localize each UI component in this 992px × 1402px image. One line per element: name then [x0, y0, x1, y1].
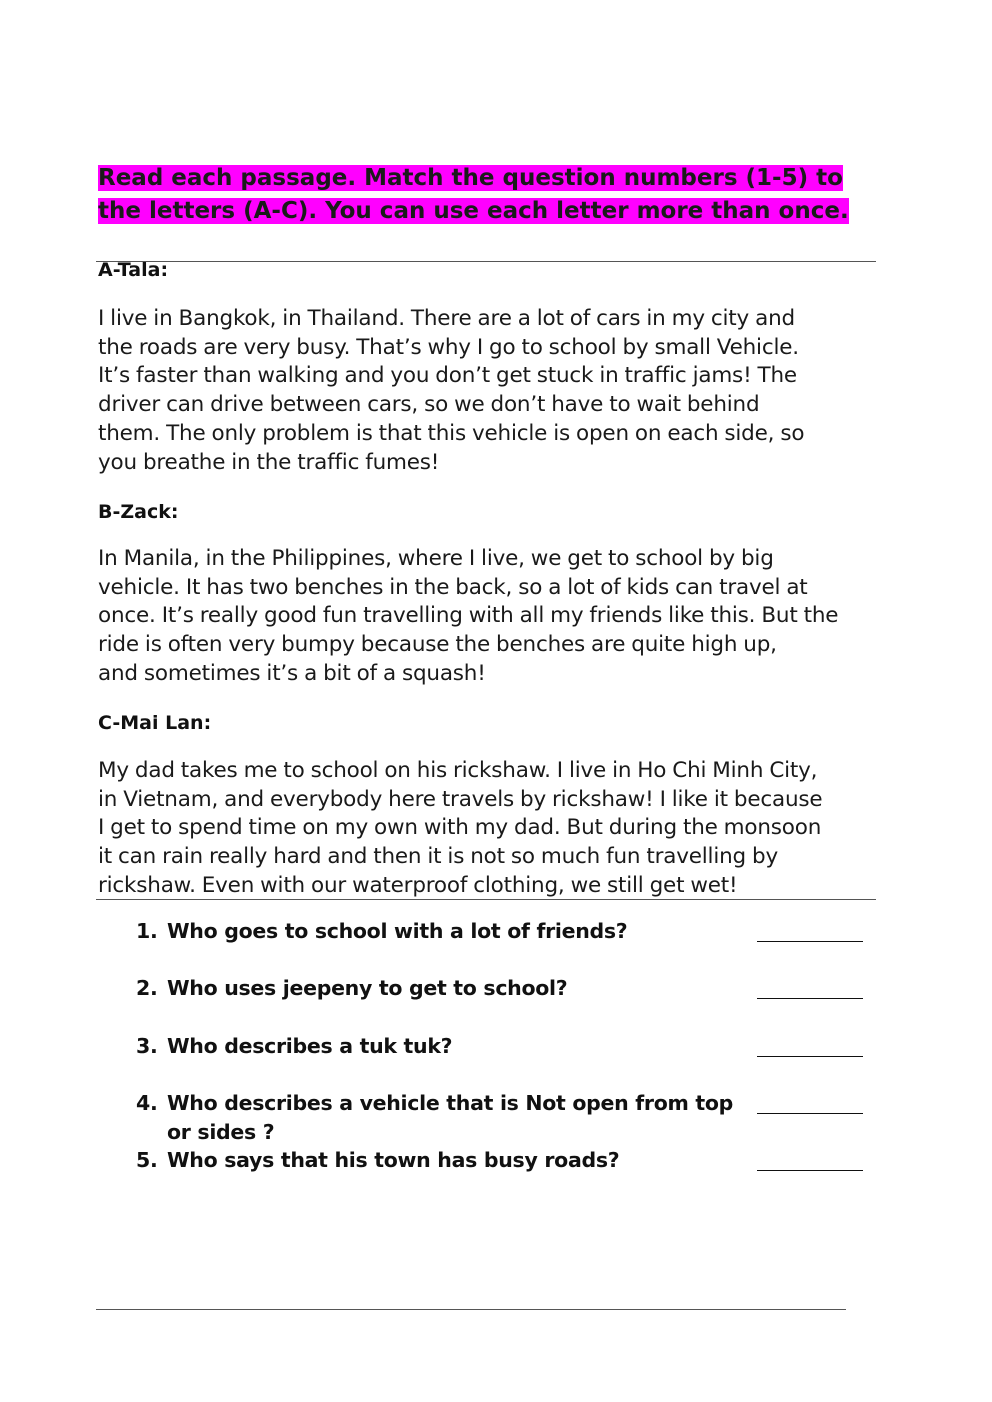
question-number: 5.: [136, 1148, 158, 1172]
answer-blank[interactable]: [757, 941, 863, 942]
question-text: Who says that his town has busy roads?: [167, 1148, 620, 1172]
passage-line: them. The only problem is that this vehicle is open on each side, so: [98, 420, 805, 446]
passage-line: vehicle. It has two benches in the back, so a lot of kids can travel at: [98, 574, 808, 600]
question-text: Who goes to school with a lot of friends?: [167, 919, 628, 943]
passage-line: it can rain really hard and then it is not so much fun travelling by: [98, 844, 778, 870]
question-text: Who describes a tuk tuk?: [167, 1034, 453, 1058]
answer-blank[interactable]: [757, 1113, 863, 1114]
passage-c-heading-block: [98, 711, 878, 735]
question-number: 1.: [136, 919, 158, 943]
passage-b-heading: B-Zack:: [98, 501, 179, 523]
passage-line: once. It’s really good fun travelling with all my friends like this. But the: [98, 603, 839, 629]
questions-divider: [96, 899, 876, 900]
passage-line: and sometimes it’s a bit of a squash!: [98, 660, 486, 686]
passage-c-heading: C-Mai Lan:: [98, 712, 212, 734]
passage-c-text: [98, 757, 878, 901]
passage-b-heading-block: [98, 500, 878, 524]
question-number: 4.: [136, 1091, 158, 1115]
question-text: Who describes a vehicle that is Not open from top or sides ?: [167, 1091, 734, 1144]
passage-b: [98, 545, 878, 689]
passage-line: you breathe in the traffic fumes!: [98, 449, 440, 475]
answer-blank[interactable]: [757, 998, 863, 999]
passage-a-heading: A-Tala:: [98, 259, 169, 281]
passage-line: ride is often very bumpy because the benches are quite high up,: [98, 632, 777, 658]
answer-blank[interactable]: [757, 1056, 863, 1057]
passage-line: I get to spend time on my own with my dad. But during the monsoon: [98, 815, 822, 841]
question-number: 3.: [136, 1034, 158, 1058]
question-text: Who uses jeepeny to get to school?: [167, 976, 568, 1000]
passage-a-text: [98, 305, 878, 477]
passage-line: My dad takes me to school on his rickshaw. I live in Ho Chi Minh City,: [98, 758, 818, 783]
answer-blank[interactable]: [757, 1170, 863, 1171]
passage-a-heading-block: [98, 258, 878, 282]
passage-line: driver can drive between cars, so we don’t have to wait behind: [98, 392, 760, 418]
instructions-line-2: the letters (A-C). You can use each letter more than once.: [98, 198, 849, 224]
passage-line: In Manila, in the Philippines, where I live, we get to school by big: [98, 546, 774, 571]
passage-c: [98, 757, 878, 901]
passage-line: the roads are very busy. That’s why I go to school by small Vehicle.: [98, 334, 799, 360]
passage-a: [98, 305, 878, 477]
instructions: [98, 162, 858, 228]
footer-divider: [96, 1309, 846, 1310]
passage-line: It’s faster than walking and you don’t get stuck in traffic jams! The: [98, 363, 797, 389]
passage-line: I live in Bangkok, in Thailand. There are a lot of cars in my city and: [98, 306, 795, 331]
question-number: 2.: [136, 976, 158, 1000]
instructions-line-1: Read each passage. Match the question numbers (1-5) to: [98, 165, 843, 191]
passage-line: rickshaw. Even with our waterproof clothing, we still get wet!: [98, 872, 738, 898]
passage-b-text: [98, 545, 878, 689]
passage-line: in Vietnam, and everybody here travels by rickshaw! I like it because: [98, 786, 823, 812]
